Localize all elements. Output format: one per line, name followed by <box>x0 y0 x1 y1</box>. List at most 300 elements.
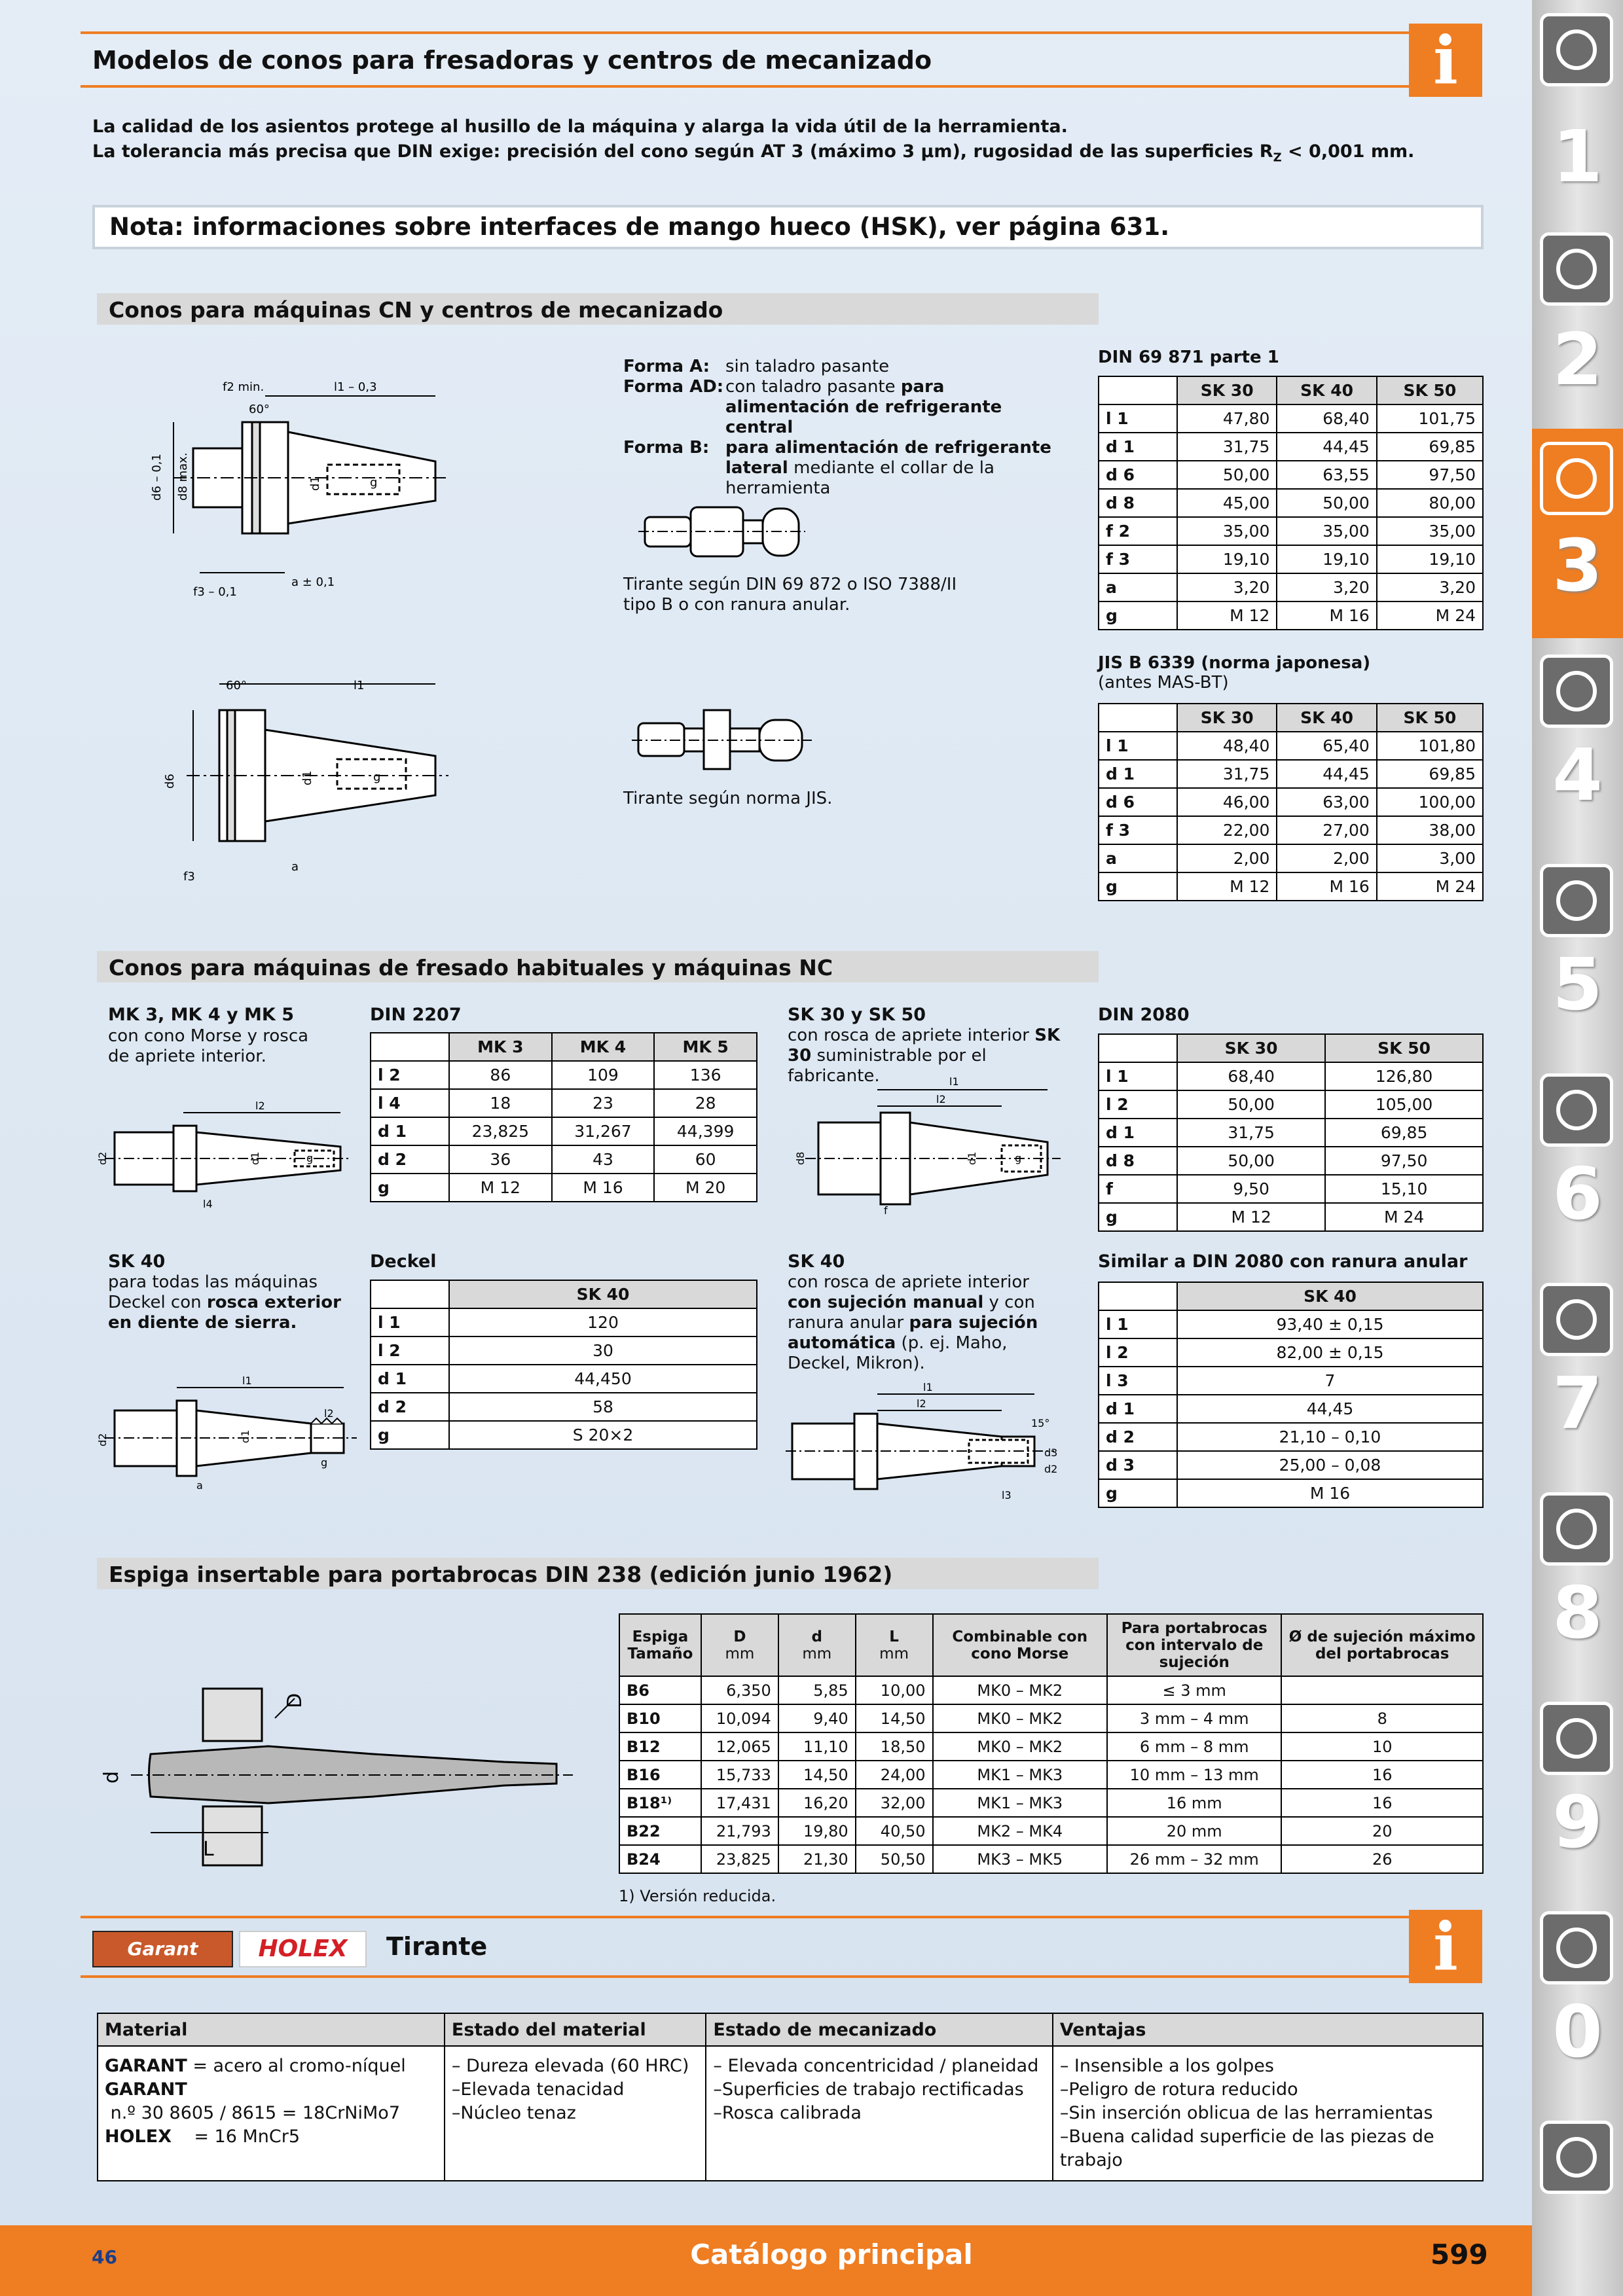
table-cell: B16 <box>619 1761 701 1789</box>
table-cell: 19,80 <box>778 1817 856 1845</box>
table-cell: 35,00 <box>1377 517 1483 545</box>
sk40b-d3-label: d3 <box>1044 1446 1058 1459</box>
table-cell: g <box>1099 872 1177 901</box>
table-cell: 69,85 <box>1377 433 1483 461</box>
fig1-f2-label: f2 min. <box>223 380 264 394</box>
table-cell: 65,40 <box>1277 732 1376 760</box>
garant-logo: Garant <box>92 1931 233 1967</box>
chapter-tab-8[interactable]: 8 <box>1552 1571 1603 1655</box>
table-cell: 16 <box>1281 1761 1483 1789</box>
table-row <box>1099 844 1483 872</box>
sk40a-text: para todas las máquinas Deckel con rosca exterior en diente de sierra. <box>108 1272 341 1333</box>
intro-sub: Z <box>1273 151 1282 165</box>
fig1-angle-label: 60° <box>249 403 270 416</box>
insert-icon[interactable] <box>1540 232 1613 306</box>
info-icon[interactable] <box>1540 2121 1613 2194</box>
table-cell: 18 <box>449 1089 552 1117</box>
table-cell: 28 <box>654 1089 757 1117</box>
table-cell: M 16 <box>1177 1479 1483 1507</box>
title-rule <box>81 85 1477 88</box>
table-cell: 26 <box>1281 1845 1483 1873</box>
caliper-icon[interactable] <box>1540 655 1613 728</box>
col-header: SK 40 <box>1277 376 1376 404</box>
sk40b-title: SK 40 <box>788 1251 845 1272</box>
table-row <box>371 1089 757 1117</box>
brand-rule-top <box>81 1916 1477 1918</box>
sk40a-d1-label: d1 <box>239 1429 251 1443</box>
table-cell: S 20×2 <box>449 1421 757 1449</box>
form-a: Forma A: sin taladro pasante <box>623 357 890 376</box>
deckel-title: Deckel <box>370 1251 437 1272</box>
table-cell: d 8 <box>1099 1147 1177 1175</box>
table-cell: d 1 <box>1099 1395 1177 1423</box>
mk-g-label: g <box>306 1152 314 1164</box>
table-row <box>371 1061 757 1089</box>
chapter-tab-1[interactable]: 1 <box>1552 115 1603 198</box>
deckel-table <box>370 1280 757 1450</box>
table-cell: 2,00 <box>1277 844 1376 872</box>
table-row <box>1099 1423 1483 1451</box>
table-cell: M 12 <box>1177 872 1277 901</box>
table-cell: l 2 <box>1099 1090 1177 1119</box>
table-cell: 5,85 <box>778 1676 856 1704</box>
material-table <box>97 2013 1484 2181</box>
col-header: SK 40 <box>449 1280 757 1308</box>
hsk-note: Nota: informaciones sobre interfaces de mango hueco (HSK), ver página 631. <box>92 205 1484 249</box>
mk-title: MK 3, MK 4 y MK 5 <box>108 1005 294 1025</box>
chapter-tab-2[interactable]: 2 <box>1552 317 1603 401</box>
table-header-row <box>371 1033 757 1061</box>
table-cell: 15,733 <box>701 1761 778 1789</box>
sk40a-d2-label: d2 <box>96 1433 109 1446</box>
chapter-tab-7[interactable]: 7 <box>1552 1361 1603 1445</box>
table-cell: 21,10 – 0,10 <box>1177 1423 1483 1451</box>
mk-d1-label: d1 <box>249 1151 261 1165</box>
table-cell: d 1 <box>371 1365 449 1393</box>
col-header: MK 5 <box>654 1033 757 1061</box>
table-header-row <box>1099 1282 1483 1310</box>
table-cell: 27,00 <box>1277 816 1376 844</box>
col-header: Para portabrocas con intervalo de sujeción <box>1107 1614 1281 1676</box>
table-cell: MK1 – MK3 <box>933 1789 1107 1817</box>
col-header: Ø de sujeción máximo del portabrocas <box>1281 1614 1483 1676</box>
sk40b-l1-label: l1 <box>923 1381 933 1393</box>
table-row <box>1099 489 1483 517</box>
table-row <box>1099 788 1483 816</box>
table-cell: 50,00 <box>1277 489 1376 517</box>
table-cell: 44,399 <box>654 1117 757 1145</box>
sk3050-g-label: g <box>1015 1152 1022 1164</box>
table-row <box>1099 1119 1483 1147</box>
table-cell: 21,30 <box>778 1845 856 1873</box>
col-header: SK 30 <box>1177 1034 1325 1062</box>
col2-cell: – Dureza elevada (60 HRC) –Elevada tenacidad –Núcleo tenaz <box>445 2046 706 2181</box>
sk40-maho-drawing <box>786 1381 1061 1505</box>
table-cell: M 24 <box>1377 601 1483 630</box>
table-cell: 44,45 <box>1177 1395 1483 1423</box>
fig2-d1-label: d1 <box>301 770 314 785</box>
sk3050-d8-label: d8 <box>794 1151 807 1165</box>
table-header-row <box>1099 376 1483 404</box>
sk40a-title: SK 40 <box>108 1251 166 1272</box>
table-cell: M 16 <box>1277 872 1376 901</box>
fig2-l1-label: l1 <box>354 679 365 692</box>
col-header: SK 50 <box>1377 704 1483 732</box>
shank-d-label: d <box>100 1770 123 1784</box>
table-cell: 35,00 <box>1177 517 1277 545</box>
table-cell: 101,75 <box>1377 404 1483 433</box>
table-cell: M 12 <box>1177 1203 1325 1231</box>
table-cell: 68,40 <box>1277 404 1376 433</box>
table-cell: 50,00 <box>1177 1147 1325 1175</box>
table-cell: 31,75 <box>1177 433 1277 461</box>
table-cell: 80,00 <box>1377 489 1483 517</box>
shank-D-label: D <box>283 1693 306 1708</box>
table-row <box>1099 760 1483 788</box>
table-row <box>1099 1367 1483 1395</box>
table-cell: MK3 – MK5 <box>933 1845 1107 1873</box>
jis-table <box>1098 703 1484 901</box>
footer-page-right: 599 <box>1431 2238 1488 2270</box>
sk3050-l1-label: l1 <box>949 1075 959 1088</box>
col-header: SK 30 <box>1177 376 1277 404</box>
table-cell: M 12 <box>1177 601 1277 630</box>
col-header: Espiga Tamaño <box>619 1614 701 1676</box>
sk-cone-din-drawing <box>147 370 455 612</box>
fig1-l1-label: l1 – 0,3 <box>334 380 377 394</box>
table-row <box>1099 1451 1483 1479</box>
section-drill-chuck-shank: Espiga insertable para portabrocas DIN 238 (edición junio 1962) <box>97 1558 1099 1589</box>
table-row <box>619 1845 1483 1873</box>
table-header-row <box>619 1614 1483 1676</box>
table-cell: 35,00 <box>1277 517 1376 545</box>
table-cell: l 1 <box>1099 404 1177 433</box>
table-cell: l 1 <box>371 1308 449 1336</box>
table-cell: 18,50 <box>856 1732 933 1761</box>
table-cell: 32,00 <box>856 1789 933 1817</box>
table-cell: 3,00 <box>1377 844 1483 872</box>
table-cell: l 2 <box>371 1336 449 1365</box>
din69871-title: DIN 69 871 parte 1 <box>1098 348 1279 367</box>
table-cell: 16,20 <box>778 1789 856 1817</box>
section-cn-cones: Conos para máquinas CN y centros de mecanizado <box>97 293 1099 325</box>
pull-stud-jis-drawing <box>632 704 815 779</box>
table-cell: B10 <box>619 1704 701 1732</box>
col3-cell: – Elevada concentricidad / planeidad –Superficies de trabajo rectificadas –Rosca calibrada <box>706 2046 1052 2181</box>
table-row <box>1099 1175 1483 1203</box>
fig2-a-label: a <box>291 860 299 874</box>
col-header: Ventajas <box>1053 2013 1483 2046</box>
table-cell: 31,75 <box>1177 1119 1325 1147</box>
table-cell: d 1 <box>1099 760 1177 788</box>
sk3050-title: SK 30 y SK 50 <box>788 1005 926 1025</box>
mk-text: con cono Morse y rosca de apriete interior. <box>108 1026 309 1066</box>
cabinet-icon[interactable] <box>1540 1702 1613 1775</box>
sk40b-d2-label: d2 <box>1044 1463 1058 1475</box>
table-cell: 31,75 <box>1177 760 1277 788</box>
table-cell: MK0 – MK2 <box>933 1732 1107 1761</box>
table-cell: B18¹⁾ <box>619 1789 701 1817</box>
table-cell: 2,00 <box>1177 844 1277 872</box>
col-header: MK 3 <box>449 1033 552 1061</box>
fig1-f3-label: f3 – 0,1 <box>193 585 237 599</box>
table-row <box>371 1336 757 1365</box>
col-header: SK 40 <box>1277 704 1376 732</box>
table-row <box>371 1174 757 1202</box>
drill-chuck-shank-drawing <box>100 1669 576 1885</box>
table-cell: B6 <box>619 1676 701 1704</box>
page-title: Modelos de conos para fresadoras y centros de mecanizado <box>92 46 932 75</box>
table-cell: M 12 <box>449 1174 552 1202</box>
workbench-icon[interactable] <box>1540 1492 1613 1566</box>
fig1-d6-label: d6 – 0,1 <box>150 454 164 501</box>
mk-d2-label: d2 <box>96 1151 109 1165</box>
table-cell: 11,10 <box>778 1732 856 1761</box>
shank-L-label: L <box>203 1838 214 1861</box>
table-row <box>371 1365 757 1393</box>
table-cell: 24,00 <box>856 1761 933 1789</box>
chapter-tab-4[interactable]: 4 <box>1552 733 1603 817</box>
table-row <box>1099 1090 1483 1119</box>
table-cell: 36 <box>449 1145 552 1174</box>
table-row <box>1099 1310 1483 1338</box>
table-cell: 69,85 <box>1325 1119 1483 1147</box>
col-header: Combinable con cono Morse <box>933 1614 1107 1676</box>
chapter-tab-0[interactable]: 0 <box>1552 1990 1603 2073</box>
table-row <box>1099 573 1483 601</box>
tool-holder-icon[interactable] <box>1540 442 1613 515</box>
table-cell: l 2 <box>371 1061 449 1089</box>
table-row <box>1099 1147 1483 1175</box>
table-cell: l 2 <box>1099 1338 1177 1367</box>
fig2-d6-label: d6 <box>163 774 177 789</box>
material-cell: GARANT = acero al cromo-níquel GARANT n.º 30 8605 / 8615 = 18CrNiMo7 HOLEX = 16 MnCr5 <box>98 2046 445 2181</box>
table-cell: 68,40 <box>1177 1062 1325 1090</box>
table-cell: 19,10 <box>1177 545 1277 573</box>
col-header: Material <box>98 2013 445 2046</box>
wrench-icon[interactable] <box>1540 1073 1613 1147</box>
table-cell: M 20 <box>654 1174 757 1202</box>
col-header: L mm <box>856 1614 933 1676</box>
table-cell: 16 <box>1281 1789 1483 1817</box>
table-cell: 44,45 <box>1277 433 1376 461</box>
table-cell: 63,55 <box>1277 461 1376 489</box>
table-cell: B24 <box>619 1845 701 1873</box>
table-cell: l 4 <box>371 1089 449 1117</box>
table-cell: 97,50 <box>1377 461 1483 489</box>
table-cell: d 1 <box>1099 1119 1177 1147</box>
table-cell: 50,50 <box>856 1845 933 1873</box>
table-row <box>619 1817 1483 1845</box>
table-cell: 50,00 <box>1177 461 1277 489</box>
table-cell: 7 <box>1177 1367 1483 1395</box>
table-cell: 9,40 <box>778 1704 856 1732</box>
table-cell: MK2 – MK4 <box>933 1817 1107 1845</box>
table-cell: 43 <box>552 1145 655 1174</box>
fig1-d8-label: d8 max. <box>176 452 190 501</box>
col-header: SK 30 <box>1177 704 1277 732</box>
table-header-row <box>1099 1034 1483 1062</box>
table-cell: 3,20 <box>1377 573 1483 601</box>
sk40b-l3-label: l3 <box>1002 1489 1012 1501</box>
table-cell: 3 mm – 4 mm <box>1107 1704 1281 1732</box>
sk40a-g-label: g <box>321 1456 328 1469</box>
sk40a-l2-label: l2 <box>324 1407 334 1420</box>
table-row <box>1099 1479 1483 1507</box>
table-row <box>98 2046 1483 2181</box>
table-row <box>1099 1062 1483 1090</box>
table-cell: M 24 <box>1377 872 1483 901</box>
table-cell: 6 mm – 8 mm <box>1107 1732 1281 1761</box>
saw-blade-icon[interactable] <box>1540 864 1613 937</box>
table-row <box>1099 601 1483 630</box>
intro-line-2 <box>92 139 1414 170</box>
table-cell: MK0 – MK2 <box>933 1704 1107 1732</box>
table-cell: 10,094 <box>701 1704 778 1732</box>
jis-title: JIS B 6339 (norma japonesa) <box>1098 653 1371 673</box>
table-cell: 26 mm – 32 mm <box>1107 1845 1281 1873</box>
table-cell: 31,267 <box>552 1117 655 1145</box>
table-cell: M 24 <box>1325 1203 1483 1231</box>
forms-list <box>623 357 1068 499</box>
table-cell: 3,20 <box>1177 573 1277 601</box>
table-cell: 19,10 <box>1377 545 1483 573</box>
table-cell: 15,10 <box>1325 1175 1483 1203</box>
table-cell: 14,50 <box>778 1761 856 1789</box>
table-cell: ≤ 3 mm <box>1107 1676 1281 1704</box>
table-row <box>1099 433 1483 461</box>
table-cell: M 16 <box>552 1174 655 1202</box>
drill-icon[interactable] <box>1540 13 1613 86</box>
din2080-title: DIN 2080 <box>1098 1005 1190 1025</box>
chapter-tab-5[interactable]: 5 <box>1552 942 1603 1026</box>
table-row <box>1099 1338 1483 1367</box>
table-cell: 97,50 <box>1325 1147 1483 1175</box>
pliers-icon[interactable] <box>1540 1283 1613 1356</box>
table-cell: 63,00 <box>1277 788 1376 816</box>
table-cell: 12,065 <box>701 1732 778 1761</box>
table-cell: 20 <box>1281 1817 1483 1845</box>
table-cell: 50,00 <box>1177 1090 1325 1119</box>
table-header-row <box>98 2013 1483 2046</box>
sk3050-f-label: f <box>884 1204 888 1217</box>
table-row <box>1099 872 1483 901</box>
table-cell: 23,825 <box>449 1117 552 1145</box>
table-row <box>371 1117 757 1145</box>
footer-page-left: 46 <box>92 2246 117 2268</box>
din2207-title: DIN 2207 <box>370 1005 462 1025</box>
sk40a-l1-label: l1 <box>242 1374 252 1387</box>
col-header: SK 50 <box>1377 376 1483 404</box>
table-cell: 40,50 <box>856 1817 933 1845</box>
table-cell: 17,431 <box>701 1789 778 1817</box>
form-b: Forma B: para alimentación de refrigerante lateral mediante el collar de la herramienta <box>623 438 1051 498</box>
table-row <box>371 1145 757 1174</box>
table-cell: 10 mm – 13 mm <box>1107 1761 1281 1789</box>
col-header: Estado de mecanizado <box>706 2013 1052 2046</box>
sk-cone-jis-drawing <box>147 671 455 897</box>
chapter-tab-3[interactable]: 3 <box>1552 524 1603 607</box>
table-cell: d 2 <box>371 1145 449 1174</box>
table-cell: d 6 <box>1099 788 1177 816</box>
din2080-table <box>1098 1033 1484 1232</box>
table-cell: l 1 <box>1099 1310 1177 1338</box>
din2207-table <box>370 1032 757 1202</box>
fig1-g-label: g <box>370 476 378 490</box>
brand-rule-bottom <box>81 1975 1477 1978</box>
similar-din2080-table <box>1098 1282 1484 1508</box>
brand-title: Tirante <box>386 1932 488 1961</box>
table-cell: 100,00 <box>1377 788 1483 816</box>
table-cell: 10,00 <box>856 1676 933 1704</box>
din69871-table <box>1098 376 1484 630</box>
sk40a-a-label: a <box>196 1479 203 1492</box>
table-cell: d 3 <box>1099 1451 1177 1479</box>
sk40b-text: con rosca de apriete interior con sujeción manual y con ranura anular para sujeción automática (p. ej. Maho, Deckel, Mikron). <box>788 1272 1038 1373</box>
section-milling-cones: Conos para máquinas de fresado habituales y máquinas NC <box>97 951 1099 982</box>
table-cell: 44,450 <box>449 1365 757 1393</box>
table-cell: 44,45 <box>1277 760 1376 788</box>
safety-gear-icon[interactable] <box>1540 1911 1613 1984</box>
table-cell: 21,793 <box>701 1817 778 1845</box>
table-cell: a <box>1099 844 1177 872</box>
table-cell: 45,00 <box>1177 489 1277 517</box>
table-row <box>371 1393 757 1421</box>
table-cell: f 2 <box>1099 517 1177 545</box>
table-cell: 47,80 <box>1177 404 1277 433</box>
table-cell: f 3 <box>1099 816 1177 844</box>
table-row <box>371 1308 757 1336</box>
intro-line-1: La calidad de los asientos protege al husillo de la máquina y alarga la vida útil de la herramienta. <box>92 117 1068 137</box>
table-cell: l 1 <box>1099 1062 1177 1090</box>
sk3050-d1-label: d1 <box>966 1151 978 1165</box>
similar-title: Similar a DIN 2080 con ranura anular <box>1098 1251 1468 1272</box>
chapter-tab-9[interactable]: 9 <box>1552 1780 1603 1864</box>
pull-stud-din-caption: Tirante según DIN 69 872 o ISO 7388/II tipo B o con ranura anular. <box>623 575 957 615</box>
table-cell: 48,40 <box>1177 732 1277 760</box>
table-cell: 10 <box>1281 1732 1483 1761</box>
table-cell: 60 <box>654 1145 757 1174</box>
mk-l4-label: l4 <box>203 1198 213 1210</box>
table-row <box>1099 461 1483 489</box>
sk40-deckel-drawing <box>98 1374 360 1492</box>
table-cell: 101,80 <box>1377 732 1483 760</box>
table-cell: 6,350 <box>701 1676 778 1704</box>
info-icon: i <box>1409 24 1482 97</box>
col-header: D mm <box>701 1614 778 1676</box>
sk3050-text: con rosca de apriete interior SK 30 suministrable por el fabricante. <box>788 1026 1061 1086</box>
table-row <box>1099 404 1483 433</box>
table-cell: d 1 <box>371 1117 449 1145</box>
table-row <box>619 1789 1483 1817</box>
table-header-row <box>371 1280 757 1308</box>
table-cell: g <box>1099 1203 1177 1231</box>
table-cell: M 16 <box>1277 601 1376 630</box>
table-cell: 120 <box>449 1308 757 1336</box>
table-row <box>619 1676 1483 1704</box>
table-row <box>371 1421 757 1449</box>
table-cell: 23 <box>552 1089 655 1117</box>
sk3050-cone-drawing <box>786 1073 1067 1217</box>
table-cell: MK1 – MK3 <box>933 1761 1107 1789</box>
chapter-tab-6[interactable]: 6 <box>1552 1152 1603 1236</box>
fig2-g-label: g <box>373 770 381 784</box>
table-cell: 16 mm <box>1107 1789 1281 1817</box>
pull-stud-jis-caption: Tirante según norma JIS. <box>623 789 833 808</box>
col-header: SK 40 <box>1177 1282 1483 1310</box>
sk40b-angle-label: 15° <box>1031 1417 1050 1429</box>
table-cell: 58 <box>449 1393 757 1421</box>
